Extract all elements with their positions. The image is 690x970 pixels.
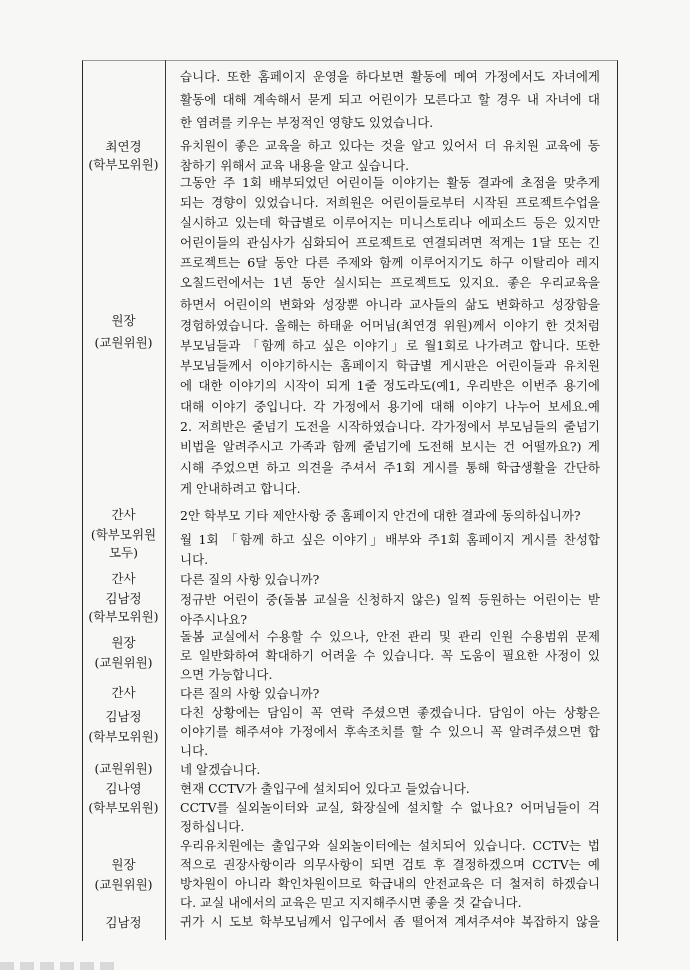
content-line: 실시하고 있는데 학급별로 이루어지는 미니스토리나 에피소드 등은 있지만	[180, 215, 600, 230]
speaker-role: (교원위원)	[94, 761, 153, 776]
content-line: 오칠드런에서는 1년 동안 실시되는 프로젝트도 있지요. 좋은 우리교육을	[180, 275, 600, 290]
content-line: 어린이들의 관심사가 심화되어 프로젝트로 연결되려면 적게는 1달 또는 긴	[180, 235, 600, 250]
speaker-role: (교원위원)	[94, 655, 153, 670]
speaker-name: 간사	[111, 571, 136, 586]
speaker-role: (학부모위원)	[88, 800, 159, 815]
content-line: 참하기 위해서 교육 내용을 알고 싶습니다.	[180, 158, 410, 173]
content-line: 적으로 권장사항이라 의무사항이 되면 검토 후 결정하겠으며 CCTV는 예	[180, 857, 600, 872]
content-line: CCTV를 실외놀이터와 교실, 화장실에 설치할 수 없나요? 어머님들이 걱	[180, 800, 600, 815]
speaker-name: 최연경	[105, 139, 142, 154]
content-line: 정규반 어린이 중(돌봄 교실을 신청하지 않은) 일찍 등원하는 어린이는 받	[180, 592, 600, 607]
speaker-role: 모두)	[108, 545, 139, 560]
content-line: 에 대한 이야기의 시작이 되게 1줄 정도라도(예1, 우리반은 이번주 용기에	[180, 378, 600, 393]
content-line: 다른 질의 사항 있습니까?	[180, 572, 320, 587]
content-line: 되는 경향이 있었습니다. 저희원은 어린이들로부터 시작된 프로젝트수업을	[180, 195, 600, 210]
content-line: 아주시나요?	[180, 612, 248, 627]
content-line: 게 안내하려고 합니다.	[180, 481, 301, 496]
content-line: 정하십니다.	[180, 819, 245, 834]
content-line: 그동안 주 1회 배부되었던 어린이들 이야기는 활동 결과에 초점을 맞추게	[180, 175, 600, 190]
content-line: 방차원이 아니라 확인차원이므로 학급내의 안전교육은 더 철저히 하겠습니	[180, 876, 600, 891]
column-divider	[165, 60, 166, 940]
content-line: 로 일반화하여 확대하기 어려울 수 있습니다. 꼭 도움이 필요한 사정이 있	[180, 648, 600, 663]
content-line: 프로젝트는 6달 동안 다른 주제와 함께 이루어지기도 하구 이탈리아 레지	[180, 255, 600, 270]
scan-edge-mark	[0, 962, 120, 970]
content-line: 다. 교실 내에서의 교육은 믿고 지지해주시면 좋을 것 같습니다.	[180, 895, 522, 910]
content-line: 유치원이 좋은 교육을 하고 있다는 것을 알고 있어서 더 유치원 교육에 동	[180, 138, 600, 153]
speaker-name: (학부모위원	[90, 527, 157, 542]
content-line: 습니다. 또한 홈페이지 운영을 하다보면 활동에 메여 가정에서도 자녀에게	[180, 69, 600, 84]
content-line: 월 1회 「함께 하고 싶은 이야기」배부와 주1회 홈페이지 게시를 찬성합	[180, 532, 600, 547]
speaker-name: 김남정	[105, 591, 142, 606]
speaker-role: (교원위원)	[94, 877, 153, 892]
content-line: 한 염려를 키우는 부정적인 영향도 있었습니다.	[180, 115, 434, 130]
speaker-role: (학부모위원)	[88, 609, 159, 624]
speaker-name: 간사	[111, 685, 136, 700]
content-line: 비법을 알려주시고 가족과 함께 줄넘기에 도전해 보시는 건 어떨까요?) 게	[180, 439, 600, 454]
content-line: 부모님들과 「함께 하고 싶은 이야기」로 월1회로 나가려고 합니다. 또한	[180, 338, 600, 353]
content-line: 하면서 어린이의 변화와 성장뿐 아니라 교사들의 삶도 변화하고 성장함을	[180, 297, 600, 312]
content-line: 부모님들께서 이야기하시는 홈페이지 학급별 게시판은 어린이들과 유치원	[180, 358, 600, 373]
content-line: 우리유치원에는 출입구와 실외놀이터에는 설치되어 있습니다. CCTV는 법	[180, 838, 600, 853]
content-line: 네 알겠습니다.	[180, 762, 261, 777]
speaker-name: 김나영	[105, 781, 142, 796]
content-line: 대해 이야기 중입니다. 각 가정에서 용기에 대해 이야기 나누어 보세요.예	[180, 399, 600, 414]
speaker-role: (학부모위원)	[88, 157, 159, 172]
content-line: 이야기를 해주셔야 가정에서 후속조치를 할 수 있으니 꼭 알려주셨으면 합	[180, 724, 600, 739]
content-line: 니다.	[180, 743, 209, 758]
content-line: 시해 주었으면 하고 의견을 주셔서 주1회 게시를 통해 학급생활을 간단하	[180, 460, 600, 475]
speaker-name: 원장	[111, 313, 136, 328]
content-line: 2. 저희반은 줄넘기 도전을 시작하였습니다. 각가정에서 부모님들의 줄넘기	[180, 419, 600, 434]
speaker-name: 김남정	[105, 709, 142, 724]
content-line: 귀가 시 도보 학부모님께서 입구에서 좀 떨어져 계셔주셔야 복잡하지 않을	[180, 914, 600, 929]
content-line: 활동에 대해 계속해서 묻게 되고 어린이가 모른다고 할 경우 내 자녀에 대	[180, 92, 600, 107]
content-line: 경험하였습니다. 올해는 하태윤 어머님(최연경 위원)께서 이야기 한 것처럼	[180, 318, 600, 333]
speaker-name: 김남정	[105, 915, 142, 930]
speaker-name: 간사	[111, 507, 136, 522]
speaker-name: 원장	[111, 857, 136, 872]
content-line: 니다.	[180, 552, 209, 567]
speaker-role: (학부모위원)	[88, 729, 159, 744]
content-line: 으면 가능합니다.	[180, 667, 273, 682]
content-line: 돌봄 교실에서 수용할 수 있으나, 안전 관리 및 관리 인원 수용범위 문제	[180, 629, 600, 644]
speaker-name: 원장	[111, 635, 136, 650]
content-line: 2안 학부모 기타 제안사항 중 홈페이지 안건에 대한 결과에 동의하십니까?	[180, 508, 581, 523]
speaker-role: (교원위원)	[94, 335, 153, 350]
content-line: 다친 상황에는 담임이 꼭 연락 주셨으면 좋겠습니다. 담임이 아는 상황은	[180, 705, 600, 720]
content-line: 현재 CCTV가 출입구에 설치되어 있다고 들었습니다.	[180, 781, 470, 796]
content-line: 다른 질의 사항 있습니까?	[180, 686, 320, 701]
